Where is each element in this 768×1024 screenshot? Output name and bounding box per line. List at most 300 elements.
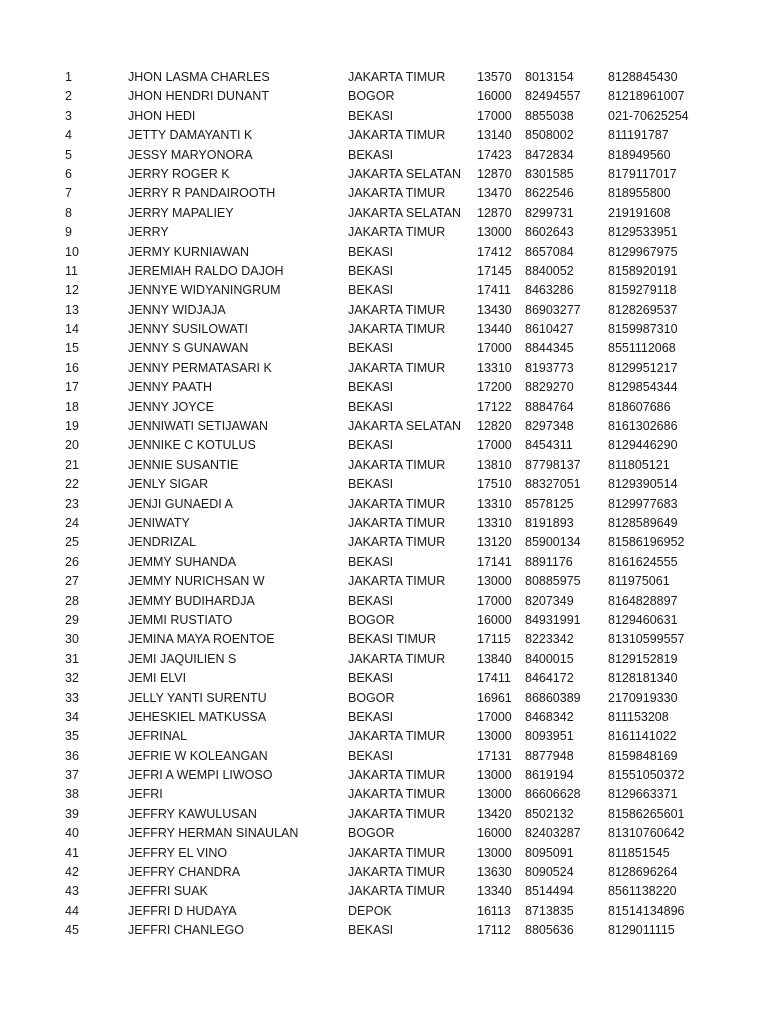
- name-cell: JENLY SIGAR: [128, 477, 209, 492]
- city-cell: JAKARTA SELATAN: [348, 419, 462, 434]
- table-row: [0, 320, 768, 339]
- mobile-cell: 8129967975: [608, 244, 678, 259]
- postal-code-cell: 13310: [477, 515, 512, 530]
- mobile-cell: 8129533951: [608, 225, 678, 240]
- row-number-cell: 1: [65, 70, 72, 84]
- row-number-cell: 15: [65, 341, 79, 356]
- phone-cell: 8514494: [525, 884, 574, 899]
- row-number-cell: 27: [65, 574, 79, 589]
- city-cell: BEKASI: [348, 399, 394, 414]
- phone-cell: 8013154: [525, 70, 574, 84]
- phone-cell: 82494557: [525, 89, 581, 104]
- city-cell: JAKARTA TIMUR: [348, 186, 446, 201]
- row-number-cell: 11: [65, 263, 78, 278]
- city-cell: JAKARTA TIMUR: [348, 574, 446, 589]
- postal-code-cell: 13420: [477, 806, 512, 821]
- mobile-cell: 8161624555: [608, 554, 678, 569]
- name-cell: JENDRIZAL: [128, 535, 197, 550]
- row-number-cell: 40: [65, 826, 79, 841]
- city-cell: JAKARTA TIMUR: [348, 225, 446, 240]
- table-row: [0, 107, 768, 126]
- name-cell: JEMI ELVI: [128, 671, 187, 686]
- row-number-cell: 9: [65, 225, 72, 240]
- name-cell: JENNY SUSILOWATI: [128, 322, 248, 337]
- table-row: [0, 766, 768, 785]
- mobile-cell: 811191787: [608, 128, 669, 143]
- mobile-cell: 8128269537: [608, 302, 678, 317]
- city-cell: BOGOR: [348, 690, 395, 705]
- row-number-cell: 19: [65, 419, 79, 434]
- phone-cell: 8468342: [525, 709, 574, 724]
- table-row: [0, 650, 768, 669]
- name-cell: JEFFRI SUAK: [128, 884, 208, 899]
- mobile-cell: 811851545: [608, 845, 670, 860]
- mobile-cell: 021-70625254: [608, 108, 689, 123]
- city-cell: JAKARTA TIMUR: [348, 457, 446, 472]
- mobile-cell: 8158920191: [608, 263, 678, 278]
- postal-code-cell: 16113: [477, 903, 511, 918]
- row-number-cell: 5: [65, 147, 72, 162]
- mobile-cell: 81586196952: [608, 535, 685, 550]
- phone-cell: 8602643: [525, 225, 574, 240]
- phone-cell: 86860389: [525, 690, 581, 705]
- city-cell: BOGOR: [348, 826, 395, 841]
- city-cell: BEKASI TIMUR: [348, 632, 436, 647]
- name-cell: JERRY MAPALIEY: [128, 205, 234, 220]
- mobile-cell: 8179117017: [608, 166, 677, 181]
- postal-code-cell: 17200: [477, 380, 512, 395]
- row-number-cell: 33: [65, 690, 79, 705]
- name-cell: JENNYE WIDYANINGRUM: [128, 283, 281, 298]
- city-cell: JAKARTA TIMUR: [348, 515, 446, 530]
- postal-code-cell: 13000: [477, 768, 512, 783]
- row-number-cell: 4: [65, 128, 72, 143]
- phone-cell: 8299731: [525, 205, 574, 220]
- postal-code-cell: 17131: [477, 748, 512, 763]
- name-cell: JEMI JAQUILIEN S: [128, 651, 237, 666]
- name-cell: JETTY DAMAYANTI K: [128, 128, 253, 143]
- table-row: [0, 727, 768, 746]
- row-number-cell: 17: [65, 380, 79, 395]
- table-row: [0, 495, 768, 514]
- name-cell: JEFFRY KAWULUSAN: [128, 806, 257, 821]
- phone-cell: 87798137: [525, 457, 581, 472]
- row-number-cell: 39: [65, 806, 79, 821]
- postal-code-cell: 13340: [477, 884, 512, 899]
- table-row: [0, 68, 768, 87]
- row-number-cell: 13: [65, 302, 79, 317]
- city-cell: BEKASI: [348, 147, 394, 162]
- mobile-cell: 8161302686: [608, 419, 678, 434]
- phone-cell: 8805636: [525, 923, 574, 938]
- mobile-cell: 8129977683: [608, 496, 678, 511]
- row-number-cell: 18: [65, 399, 79, 414]
- phone-cell: 86903277: [525, 302, 581, 317]
- phone-cell: 8502132: [525, 806, 574, 821]
- name-cell: JERRY: [128, 225, 169, 240]
- table-row: [0, 824, 768, 843]
- row-number-cell: 36: [65, 748, 79, 763]
- name-cell: JELLY YANTI SURENTU: [128, 690, 267, 705]
- phone-cell: 8454311: [525, 438, 573, 453]
- city-cell: JAKARTA TIMUR: [348, 322, 446, 337]
- mobile-cell: 818607686: [608, 399, 671, 414]
- city-cell: BEKASI: [348, 263, 394, 278]
- table-row: [0, 301, 768, 320]
- mobile-cell: 81218961007: [608, 89, 685, 104]
- name-cell: JERRY R PANDAIROOTH: [128, 186, 276, 201]
- postal-code-cell: 16000: [477, 826, 512, 841]
- name-cell: JHON LASMA CHARLES: [128, 70, 270, 84]
- name-cell: JESSY MARYONORA: [128, 147, 253, 162]
- postal-code-cell: 17000: [477, 438, 512, 453]
- mobile-cell: 8129011115: [608, 923, 675, 938]
- row-number-cell: 16: [65, 360, 79, 375]
- mobile-cell: 8129663371: [608, 787, 678, 802]
- table-row: [0, 456, 768, 475]
- city-cell: JAKARTA TIMUR: [348, 729, 446, 744]
- name-cell: JENNY PAATH: [128, 380, 213, 395]
- mobile-cell: 8129390514: [608, 477, 678, 492]
- postal-code-cell: 13000: [477, 574, 512, 589]
- mobile-cell: 8551112068: [608, 341, 676, 356]
- name-cell: JEFRIE W KOLEANGAN: [128, 748, 268, 763]
- phone-cell: 8578125: [525, 496, 574, 511]
- postal-code-cell: 12870: [477, 205, 512, 220]
- name-cell: JEFFRY CHANDRA: [128, 865, 241, 880]
- name-cell: JENNY WIDJAJA: [128, 302, 226, 317]
- row-number-cell: 38: [65, 787, 79, 802]
- city-cell: JAKARTA TIMUR: [348, 884, 446, 899]
- city-cell: JAKARTA TIMUR: [348, 806, 446, 821]
- table-row: [0, 747, 768, 766]
- mobile-cell: 8129446290: [608, 438, 678, 453]
- postal-code-cell: 17141: [477, 554, 512, 569]
- phone-cell: 8191893: [525, 515, 574, 530]
- postal-code-cell: 17510: [477, 477, 512, 492]
- phone-cell: 8877948: [525, 748, 574, 763]
- mobile-cell: 8129854344: [608, 380, 678, 395]
- table-row: [0, 592, 768, 611]
- mobile-cell: 811153208: [608, 709, 669, 724]
- city-cell: BEKASI: [348, 244, 394, 259]
- table-row: [0, 921, 768, 940]
- name-cell: JEMMY NURICHSAN W: [128, 574, 265, 589]
- name-cell: JEFRI: [128, 787, 163, 802]
- table-row: [0, 689, 768, 708]
- phone-cell: 85900134: [525, 535, 581, 550]
- table-row: [0, 572, 768, 591]
- name-cell: JEMMI RUSTIATO: [128, 612, 233, 627]
- table-row: [0, 708, 768, 727]
- city-cell: BEKASI: [348, 283, 394, 298]
- phone-cell: 8463286: [525, 283, 574, 298]
- name-cell: JENNY S GUNAWAN: [128, 341, 249, 356]
- postal-code-cell: 12870: [477, 166, 512, 181]
- postal-code-cell: 13470: [477, 186, 512, 201]
- table-row: [0, 475, 768, 494]
- table-row: [0, 863, 768, 882]
- postal-code-cell: 17145: [477, 263, 512, 278]
- table-row: [0, 146, 768, 165]
- city-cell: JAKARTA TIMUR: [348, 128, 446, 143]
- postal-code-cell: 16961: [477, 690, 512, 705]
- name-cell: JENJI GUNAEDI A: [128, 496, 233, 511]
- name-cell: JEFRINAL: [128, 729, 188, 744]
- name-cell: JEMINA MAYA ROENTOE: [128, 632, 275, 647]
- postal-code-cell: 17000: [477, 108, 512, 123]
- name-cell: JEFFRY EL VINO: [128, 845, 228, 860]
- mobile-cell: 818949560: [608, 147, 671, 162]
- table-row: [0, 669, 768, 688]
- name-cell: JEFFRI D HUDAYA: [128, 903, 237, 918]
- table-row: [0, 165, 768, 184]
- mobile-cell: 81310599557: [608, 632, 685, 647]
- city-cell: JAKARTA TIMUR: [348, 768, 446, 783]
- mobile-cell: 8161141022: [608, 729, 677, 744]
- row-number-cell: 8: [65, 205, 72, 220]
- table-row: [0, 204, 768, 223]
- name-cell: JENIWATY: [128, 515, 190, 530]
- name-cell: JEREMIAH RALDO DAJOH: [128, 263, 284, 278]
- table-row: [0, 844, 768, 863]
- row-number-cell: 26: [65, 554, 79, 569]
- mobile-cell: 8129460631: [608, 612, 678, 627]
- table-row: [0, 184, 768, 203]
- row-number-cell: 35: [65, 729, 79, 744]
- table-row: [0, 359, 768, 378]
- row-number-cell: 12: [65, 283, 79, 298]
- phone-cell: 84931991: [525, 612, 581, 627]
- phone-cell: 86606628: [525, 787, 581, 802]
- city-cell: DEPOK: [348, 903, 392, 918]
- postal-code-cell: 13120: [477, 535, 512, 550]
- row-number-cell: 14: [65, 322, 79, 337]
- table-row: [0, 785, 768, 804]
- mobile-cell: 81514134896: [608, 903, 685, 918]
- postal-code-cell: 13310: [477, 496, 512, 511]
- phone-cell: 8891176: [525, 554, 573, 569]
- postal-code-cell: 13140: [477, 128, 512, 143]
- postal-code-cell: 17000: [477, 593, 512, 608]
- postal-code-cell: 13840: [477, 651, 512, 666]
- phone-cell: 8472834: [525, 147, 574, 162]
- row-number-cell: 45: [65, 923, 79, 938]
- city-cell: BOGOR: [348, 612, 395, 627]
- postal-code-cell: 17411: [477, 671, 511, 686]
- row-number-cell: 42: [65, 865, 79, 880]
- contact-table: [0, 68, 768, 941]
- phone-cell: 8840052: [525, 263, 574, 278]
- mobile-cell: 8159279118: [608, 283, 677, 298]
- table-row: [0, 553, 768, 572]
- row-number-cell: 3: [65, 108, 72, 123]
- row-number-cell: 34: [65, 709, 79, 724]
- name-cell: JENNY PERMATASARI K: [128, 360, 272, 375]
- table-row: [0, 378, 768, 397]
- phone-cell: 8223342: [525, 632, 574, 647]
- city-cell: JAKARTA TIMUR: [348, 787, 446, 802]
- phone-cell: 88327051: [525, 477, 581, 492]
- phone-cell: 8619194: [525, 768, 574, 783]
- name-cell: JEFRI A WEMPI LIWOSO: [128, 768, 273, 783]
- mobile-cell: 811805121: [608, 457, 670, 472]
- phone-cell: 8301585: [525, 166, 574, 181]
- name-cell: JENNIKE C KOTULUS: [128, 438, 256, 453]
- mobile-cell: 8164828897: [608, 593, 678, 608]
- postal-code-cell: 13570: [477, 70, 512, 84]
- table-row: [0, 223, 768, 242]
- city-cell: JAKARTA TIMUR: [348, 651, 446, 666]
- phone-cell: 8400015: [525, 651, 574, 666]
- postal-code-cell: 17000: [477, 709, 512, 724]
- phone-cell: 8095091: [525, 845, 574, 860]
- table-row: [0, 87, 768, 106]
- postal-code-cell: 13000: [477, 729, 512, 744]
- mobile-cell: 8129152819: [608, 651, 678, 666]
- phone-cell: 8193773: [525, 360, 574, 375]
- mobile-cell: 8159987310: [608, 322, 678, 337]
- row-number-cell: 24: [65, 515, 79, 530]
- mobile-cell: 81310760642: [608, 826, 685, 841]
- name-cell: JEHESKIEL MATKUSSA: [128, 709, 267, 724]
- postal-code-cell: 13000: [477, 225, 512, 240]
- row-number-cell: 28: [65, 593, 79, 608]
- row-number-cell: 44: [65, 903, 79, 918]
- table-row: [0, 262, 768, 281]
- postal-code-cell: 17423: [477, 147, 512, 162]
- mobile-cell: 81551050372: [608, 768, 685, 783]
- postal-code-cell: 13430: [477, 302, 512, 317]
- postal-code-cell: 13440: [477, 322, 512, 337]
- city-cell: JAKARTA TIMUR: [348, 865, 446, 880]
- row-number-cell: 21: [65, 457, 79, 472]
- row-number-cell: 23: [65, 496, 79, 511]
- phone-cell: 8713835: [525, 903, 574, 918]
- table-row: [0, 882, 768, 901]
- phone-cell: 8297348: [525, 419, 574, 434]
- table-row: [0, 805, 768, 824]
- city-cell: JAKARTA TIMUR: [348, 496, 446, 511]
- mobile-cell: 81586265601: [608, 806, 685, 821]
- mobile-cell: 818955800: [608, 186, 671, 201]
- row-number-cell: 30: [65, 632, 79, 647]
- name-cell: JERRY ROGER K: [128, 166, 230, 181]
- city-cell: BOGOR: [348, 89, 395, 104]
- mobile-cell: 8128181340: [608, 671, 678, 686]
- name-cell: JHON HENDRI DUNANT: [128, 89, 269, 104]
- city-cell: BEKASI: [348, 108, 394, 123]
- phone-cell: 8829270: [525, 380, 574, 395]
- name-cell: JEFFRI CHANLEGO: [128, 923, 244, 938]
- phone-cell: 8844345: [525, 341, 574, 356]
- postal-code-cell: 17000: [477, 341, 512, 356]
- name-cell: JHON HEDI: [128, 108, 196, 123]
- mobile-cell: 8159848169: [608, 748, 678, 763]
- postal-code-cell: 16000: [477, 89, 512, 104]
- row-number-cell: 31: [65, 651, 79, 666]
- postal-code-cell: 13000: [477, 787, 512, 802]
- row-number-cell: 25: [65, 535, 79, 550]
- mobile-cell: 8129951217: [608, 360, 678, 375]
- phone-cell: 8855038: [525, 108, 574, 123]
- table-row: [0, 417, 768, 436]
- city-cell: BEKASI: [348, 341, 394, 356]
- mobile-cell: 811975061: [608, 574, 670, 589]
- row-number-cell: 7: [65, 186, 72, 201]
- city-cell: BEKASI: [348, 748, 394, 763]
- city-cell: JAKARTA SELATAN: [348, 166, 462, 181]
- phone-cell: 8508002: [525, 128, 574, 143]
- city-cell: BEKASI: [348, 438, 394, 453]
- row-number-cell: 43: [65, 884, 79, 899]
- table-row: [0, 339, 768, 358]
- postal-code-cell: 16000: [477, 612, 512, 627]
- row-number-cell: 29: [65, 612, 79, 627]
- table-row: [0, 611, 768, 630]
- row-number-cell: 6: [65, 166, 72, 181]
- mobile-cell: 2170919330: [608, 690, 678, 705]
- table-row: [0, 398, 768, 417]
- name-cell: JENNIWATI SETIJAWAN: [128, 419, 269, 434]
- phone-cell: 8090524: [525, 865, 574, 880]
- city-cell: JAKARTA TIMUR: [348, 360, 446, 375]
- phone-cell: 8622546: [525, 186, 574, 201]
- table-row: [0, 243, 768, 262]
- city-cell: BEKASI: [348, 477, 394, 492]
- postal-code-cell: 13000: [477, 845, 512, 860]
- city-cell: JAKARTA TIMUR: [348, 535, 446, 550]
- phone-cell: 8884764: [525, 399, 574, 414]
- postal-code-cell: 17411: [477, 283, 511, 298]
- city-cell: JAKARTA TIMUR: [348, 845, 446, 860]
- city-cell: BEKASI: [348, 923, 394, 938]
- phone-cell: 80885975: [525, 574, 581, 589]
- table-row: [0, 436, 768, 455]
- row-number-cell: 10: [65, 244, 79, 259]
- name-cell: JEMMY BUDIHARDJA: [128, 593, 255, 608]
- city-cell: BEKASI: [348, 593, 394, 608]
- name-cell: JEMMY SUHANDA: [128, 554, 237, 569]
- table-row: [0, 126, 768, 145]
- table-row: [0, 281, 768, 300]
- postal-code-cell: 13810: [477, 457, 512, 472]
- postal-code-cell: 13630: [477, 865, 512, 880]
- postal-code-cell: 17115: [477, 632, 511, 647]
- table-row: [0, 533, 768, 552]
- row-number-cell: 37: [65, 768, 79, 783]
- name-cell: JENNY JOYCE: [128, 399, 214, 414]
- city-cell: BEKASI: [348, 380, 394, 395]
- table-row: [0, 902, 768, 921]
- phone-cell: 82403287: [525, 826, 581, 841]
- postal-code-cell: 13310: [477, 360, 512, 375]
- name-cell: JENNIE SUSANTIE: [128, 457, 239, 472]
- phone-cell: 8464172: [525, 671, 574, 686]
- phone-cell: 8657084: [525, 244, 574, 259]
- postal-code-cell: 17412: [477, 244, 512, 259]
- city-cell: BEKASI: [348, 709, 394, 724]
- city-cell: BEKASI: [348, 554, 394, 569]
- city-cell: JAKARTA TIMUR: [348, 70, 446, 84]
- table-row: [0, 514, 768, 533]
- mobile-cell: 8128696264: [608, 865, 678, 880]
- phone-cell: 8093951: [525, 729, 574, 744]
- row-number-cell: 22: [65, 477, 79, 492]
- phone-cell: 8207349: [525, 593, 574, 608]
- row-number-cell: 2: [65, 89, 72, 104]
- name-cell: JERMY KURNIAWAN: [128, 244, 250, 259]
